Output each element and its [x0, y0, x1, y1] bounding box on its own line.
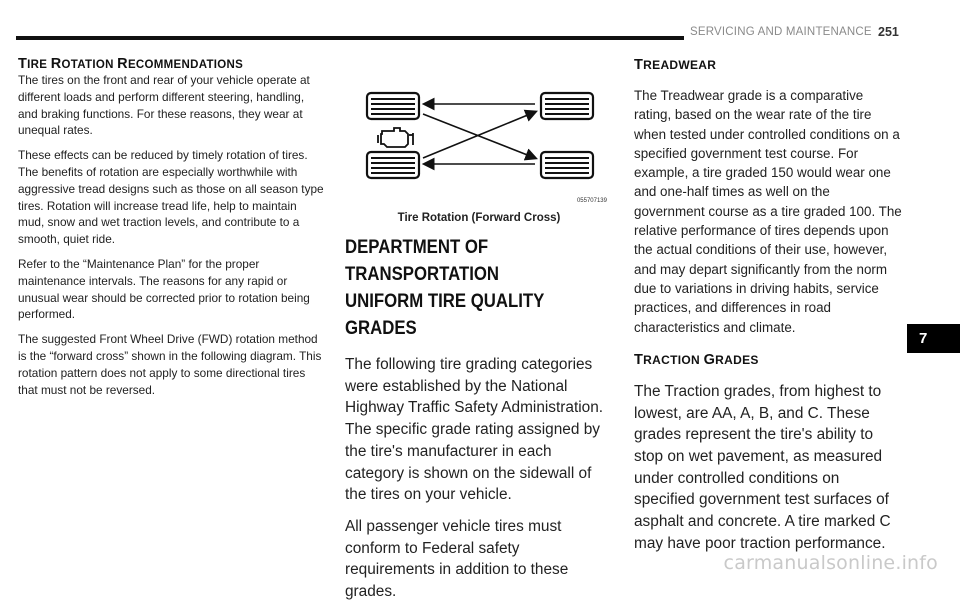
treadwear-heading: TREADWEAR: [634, 57, 717, 73]
page-number: 251: [878, 25, 899, 39]
diagram-caption: Tire Rotation (Forward Cross): [397, 212, 561, 224]
running-header-section: SERVICING AND MAINTENANCE: [690, 26, 872, 38]
tire-front-right-icon: [541, 93, 593, 119]
rotation-arrows: [423, 104, 535, 164]
tire-rotation-diagram: [345, 84, 613, 212]
chapter-tab[interactable]: [907, 324, 960, 353]
chapter-tab-label: 7: [919, 330, 928, 347]
tire-rear-right-icon: [541, 152, 593, 178]
rotation-paragraph: These effects can be reduced by timely rotation of tires. The benefits of rotation are especially worthwhile with aggressive tread designs such as those on all season type tires. Rotation will increase tread life, help to maintain mud, snow and wet traction levels, and contribute to a smooth, quiet ride.: [18, 148, 324, 247]
rotation-paragraph: The tires on the front and rear of your vehicle operate at different loads and perform different steering, handling, and braking functions. For these reasons, they wear at unequal rates.: [18, 73, 310, 138]
grading-paragraph: The following tire grading categories were established by the National Highway Traffic Safety Administration. The specific grade rating assigned by the tire's manufacturer in each category is shown on the sidewall of the tires on your vehicle.: [345, 356, 604, 504]
rotation-paragraph: Refer to the “Maintenance Plan” for the proper maintenance intervals. The reasons for any rapid or unusual wear should be corrected prior to rotation being performed.: [18, 256, 310, 322]
rotation-paragraph: The suggested Front Wheel Drive (FWD) rotation method is the “forward cross” shown in the following diagram. This rotation pattern does not apply to some directional tires that must not be reversed.: [18, 332, 322, 397]
tire-rotation-heading: TIRE ROTATION RECOMMENDATIONS: [18, 56, 244, 72]
title-line: DEPARTMENT OF TRANSPORTATION: [345, 236, 500, 285]
dot-uniform-tire-quality-title: [345, 234, 620, 342]
engine-icon: [378, 128, 413, 147]
right-column: [634, 56, 904, 564]
traction-grades-heading: TRACTION GRADES: [634, 351, 759, 368]
forward-cross-svg: [345, 84, 613, 212]
tire-front-left-icon: [367, 93, 419, 119]
left-column: [18, 56, 326, 406]
treadwear-paragraph: The Treadwear grade is a comparative rating, based on the wear rate of the tire when tested under controlled conditions on a specified government test course. For example, a tire graded 150 would wear one and one-half times as well on the government course as a tire graded 100. The relative performance of tires depends upon the actual conditions of their use, however, and may depart significantly from the norm due to variations in driving habits, service practices, and differences in road characteristics and climate.: [634, 88, 902, 335]
diagram-code: 055707139: [576, 198, 607, 204]
grading-paragraph: All passenger vehicle tires must conform to Federal safety requirements in addition to these grades.: [345, 517, 569, 601]
tire-rear-left-icon: [367, 152, 419, 178]
title-line: UNIFORM TIRE QUALITY GRADES: [345, 290, 545, 339]
middle-column: [345, 84, 613, 613]
traction-paragraph: The Traction grades, from highest to lowest, are AA, A, B, and C. These grades represent the tire's ability to stop on wet pavement, as measured under controlled conditions on specified government test surfaces of asphalt and concrete. A tire marked C may have poor traction performance.: [634, 382, 891, 552]
header-rule: [16, 36, 684, 40]
watermark: carmanualsonline.info: [723, 552, 938, 574]
